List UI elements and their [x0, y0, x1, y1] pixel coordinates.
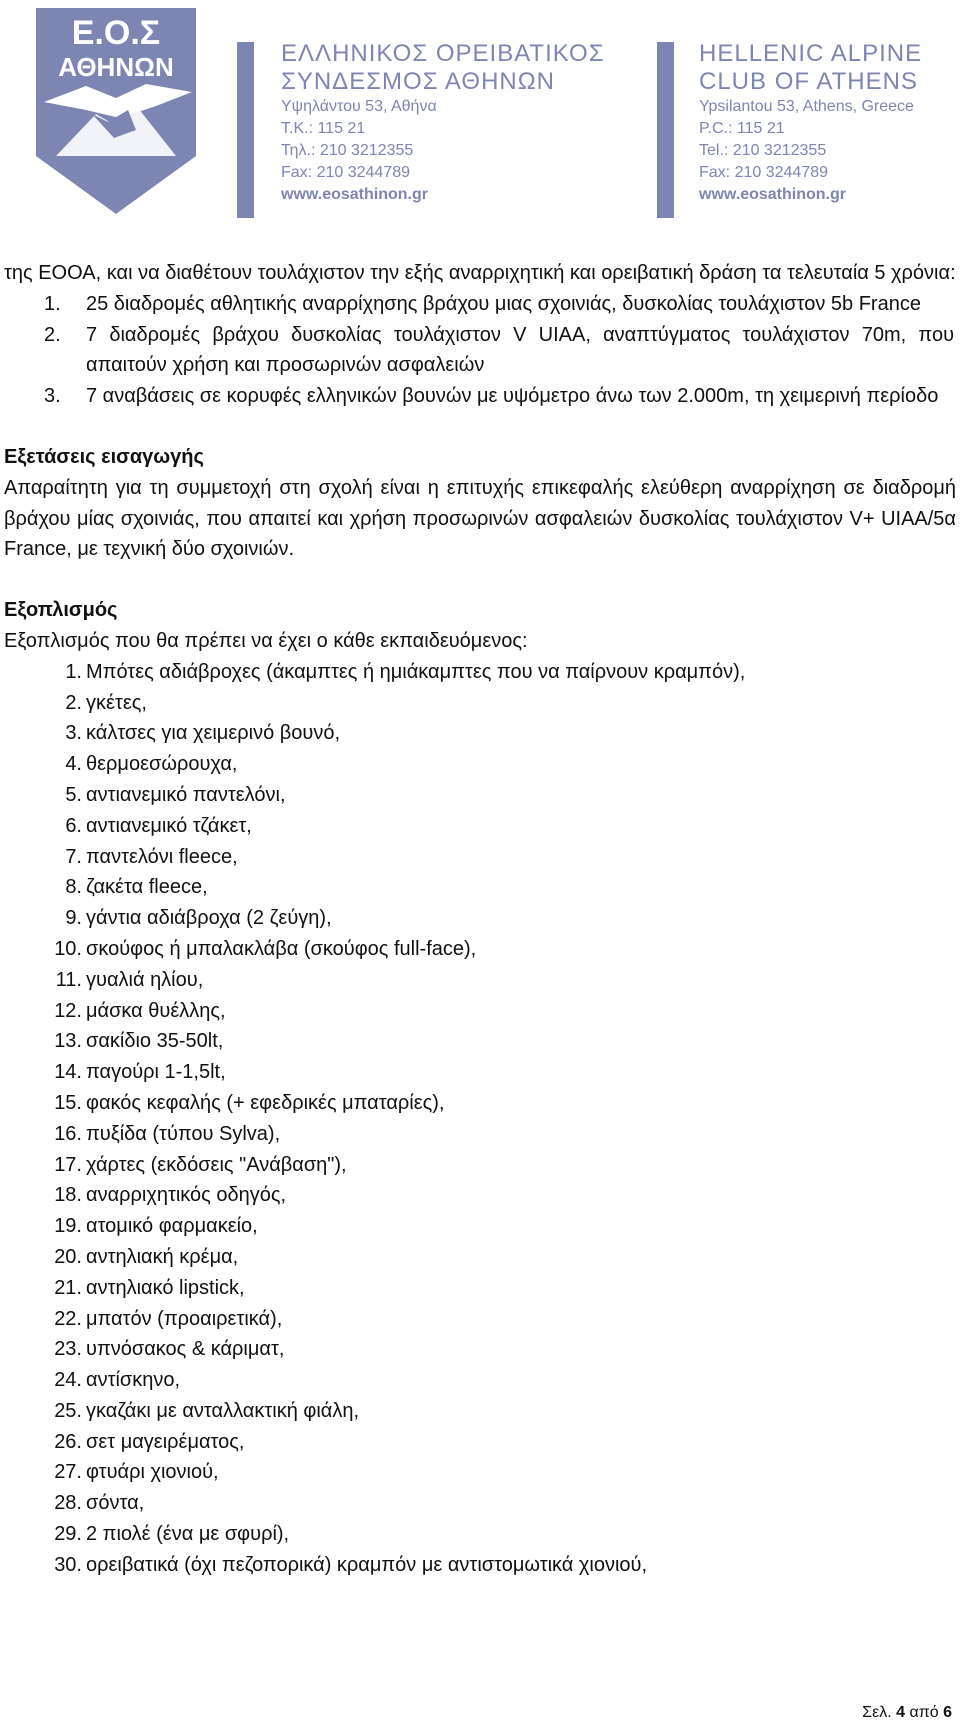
intro-paragraph: της ΕΟΟΑ, και να διαθέτουν τουλάχιστον την εξής αναρριχητική και ορειβατική δράση τα τελευταία 5 χρόνια:: [4, 262, 956, 284]
list-item-number: 5.: [65, 783, 82, 806]
letterhead-divider: [657, 42, 674, 218]
equipment-item: [4, 872, 956, 903]
website-english: www.eosathinon.gr: [699, 186, 846, 203]
list-item-number: 3.: [44, 385, 61, 408]
logo-text-top: Ε.Ο.Σ: [71, 14, 161, 52]
list-item-text: μάσκα θυέλλης,: [86, 999, 226, 1022]
equipment-item: [4, 1519, 956, 1550]
equipment-item: [4, 811, 956, 842]
list-item-text: γκέτες,: [86, 691, 147, 714]
phone-greek: Τηλ.: 210 3212355: [281, 142, 414, 159]
letterhead-greek: [281, 40, 605, 206]
list-item-number: 9.: [65, 907, 82, 930]
list-item-number: 14.: [54, 1061, 82, 1084]
list-item-text: σετ μαγειρέματος,: [86, 1430, 245, 1453]
list-item-text: θερμοεσώρουχα,: [86, 753, 238, 776]
list-item-number: 7.: [65, 845, 82, 868]
list-item-text: Μπότες αδιάβροχες (άκαμπτες ή ημιάκαμπτες που να παίρνουν κραμπόν),: [86, 660, 746, 683]
list-item-text: αντηλιακή κρέμα,: [86, 1245, 239, 1268]
list-item-text: 25 διαδρομές αθλητικής αναρρίχησης βράχου μιας σχοινιάς, δυσκολίας τουλάχιστον 5b France: [86, 292, 921, 315]
list-item-number: 12.: [54, 999, 82, 1022]
equipment-item: [4, 965, 956, 996]
list-item-number: 30.: [54, 1553, 82, 1576]
list-item-number: 16.: [54, 1122, 82, 1145]
list-item-number: 10.: [54, 937, 82, 960]
website-greek: www.eosathinon.gr: [281, 186, 428, 203]
list-item-text: σακίδιο 35-50lt,: [86, 1030, 224, 1053]
equipment-item: [4, 1457, 956, 1488]
equipment-item: [4, 1180, 956, 1211]
equipment-item: [4, 1057, 956, 1088]
list-item-text: γκαζάκι με ανταλλακτική φιάλη,: [86, 1399, 360, 1422]
equipment-item: [4, 1365, 956, 1396]
requirements-list: [4, 289, 956, 412]
list-item-text: χάρτες (εκδόσεις "Ανάβαση"),: [86, 1153, 347, 1176]
list-item-number: 23.: [54, 1338, 82, 1361]
list-item-text: φακός κεφαλής (+ εφεδρικές μπαταρίες),: [86, 1091, 445, 1114]
requirement-item: [4, 320, 956, 382]
logo-text-bottom: ΑΘΗΝΩΝ: [58, 52, 174, 82]
requirement-item: [4, 289, 956, 320]
address-greek: Υψηλάντου 53, Αθήνα: [281, 98, 437, 115]
club-logo: [16, 6, 216, 216]
list-item-number: 19.: [54, 1215, 82, 1238]
list-item-text: υπνόσακος & κάριματ,: [86, 1338, 285, 1361]
list-item-text: παγούρι 1-1,5lt,: [86, 1061, 226, 1084]
equipment-item: [4, 718, 956, 749]
equipment-item: [4, 1211, 956, 1242]
list-item-number: 22.: [54, 1307, 82, 1330]
list-item-number: 17.: [54, 1153, 82, 1176]
list-item-text: γυαλιά ηλίου,: [86, 968, 204, 991]
list-item-number: 2.: [65, 691, 82, 714]
equipment-item: [4, 996, 956, 1027]
equipment-list: [4, 657, 956, 1581]
list-item-number: 25.: [54, 1399, 82, 1422]
list-item-number: 27.: [54, 1461, 82, 1484]
list-item-text: φτυάρι χιονιού,: [86, 1461, 219, 1484]
phone-english: Tel.: 210 3212355: [699, 142, 827, 159]
list-item-text: ατομικό φαρμακείο,: [86, 1215, 258, 1238]
list-item-text: αντίσκηνο,: [86, 1369, 181, 1392]
list-item-text: σόντα,: [86, 1492, 145, 1515]
list-item-number: 1.: [65, 660, 82, 683]
page-number: Σελ. 4 από 6: [862, 1704, 952, 1721]
list-item-number: 15.: [54, 1091, 82, 1114]
equipment-item: [4, 1427, 956, 1458]
list-item-number: 8.: [65, 876, 82, 899]
list-item-text: αναρριχητικός οδηγός,: [86, 1184, 287, 1207]
equipment-item: [4, 688, 956, 719]
equipment-item: [4, 657, 956, 688]
list-item-text: αντηλιακό lipstick,: [86, 1276, 245, 1299]
equipment-item: [4, 903, 956, 934]
list-item-text: κάλτσες για χειμερινό βουνό,: [86, 722, 340, 745]
list-item-number: 2.: [44, 323, 61, 346]
list-item-number: 21.: [54, 1276, 82, 1299]
list-item-text: 2 πιολέ (ένα με σφυρί),: [86, 1523, 290, 1546]
fax-english: Fax: 210 3244789: [699, 164, 828, 181]
list-item-number: 26.: [54, 1430, 82, 1453]
equipment-item: [4, 1396, 956, 1427]
list-item-text: ζακέτα fleece,: [86, 876, 208, 899]
equipment-item: [4, 749, 956, 780]
postal-code-english: P.C.: 115 21: [699, 120, 785, 137]
list-item-text: πυξίδα (τύπου Sylva),: [86, 1122, 281, 1145]
equipment-item: [4, 1488, 956, 1519]
list-item-text: αντιανεμικό τζάκετ,: [86, 814, 252, 837]
equipment-item: [4, 1088, 956, 1119]
document-body: [4, 258, 956, 1581]
list-item-text: γάντια αδιάβροχα (2 ζεύγη),: [86, 907, 332, 930]
club-name-english: HELLENIC ALPINE CLUB OF ATHENS: [699, 40, 923, 95]
equipment-heading: Εξοπλισμός: [4, 599, 118, 622]
equipment-item: [4, 1119, 956, 1150]
list-item-text: παντελόνι fleece,: [86, 845, 238, 868]
equipment-item: [4, 1242, 956, 1273]
equipment-item: [4, 1273, 956, 1304]
exams-heading: Εξετάσεις εισαγωγής: [4, 445, 204, 468]
address-english: Ypsilantou 53, Athens, Greece: [699, 98, 914, 115]
equipment-item: [4, 1334, 956, 1365]
letterhead-english: [699, 40, 922, 206]
list-item-text: 7 αναβάσεις σε κορυφές ελληνικών βουνών με υψόμετρο άνω των 2.000m, τη χειμερινή περίοδο: [86, 385, 939, 408]
list-item-number: 24.: [54, 1369, 82, 1392]
postal-code-greek: Τ.Κ.: 115 21: [281, 120, 366, 137]
list-item-number: 20.: [54, 1245, 82, 1268]
list-item-number: 13.: [54, 1030, 82, 1053]
list-item-number: 3.: [65, 722, 82, 745]
equipment-item: [4, 780, 956, 811]
list-item-number: 18.: [54, 1184, 82, 1207]
club-name-greek: ΕΛΛΗΝΙΚΟΣ ΟΡΕΙΒΑΤΙΚΟΣ ΣΥΝΔΕΣΜΟΣ ΑΘΗΝΩΝ: [281, 40, 605, 95]
requirement-item: [4, 381, 956, 412]
list-item-text: μπατόν (προαιρετικά),: [86, 1307, 283, 1330]
equipment-intro: Εξοπλισμός που θα πρέπει να έχει ο κάθε εκπαιδευόμενος:: [4, 629, 528, 652]
equipment-item: [4, 1150, 956, 1181]
exams-paragraph: Απαραίτητη για τη συμμετοχή στη σχολή είναι η επιτυχής επικεφαλής ελεύθερη αναρρίχηση σε διαδρομή βράχου μίας σχοινιάς, που απαιτεί και χρήση προσωρινών ασφαλειών δυσκολίας τουλάχιστον V+ UIAA/5α France, με τεχνική δύο σχοινιών.: [4, 476, 956, 561]
list-item-number: 28.: [54, 1492, 82, 1515]
equipment-item: [4, 1304, 956, 1335]
list-item-text: 7 διαδρομές βράχου δυσκολίας τουλάχιστον V UIAA, αναπτύγματος τουλάχιστον 70m, που απαιτούν χρήση και προσωρινών ασφαλειών: [86, 323, 954, 377]
list-item-number: 11.: [55, 968, 82, 991]
list-item-number: 6.: [65, 814, 82, 837]
list-item-number: 29.: [54, 1523, 82, 1546]
equipment-item: [4, 842, 956, 873]
list-item-text: αντιανεμικό παντελόνι,: [86, 783, 286, 806]
letterhead-divider: [237, 42, 254, 218]
fax-greek: Fax: 210 3244789: [281, 164, 410, 181]
equipment-item: [4, 1550, 956, 1581]
list-item-text: ορειβατικά (όχι πεζοπορικά) κραμπόν με αντιστομωτικά χιονιού,: [86, 1553, 648, 1576]
list-item-number: 4.: [65, 753, 82, 776]
equipment-item: [4, 1026, 956, 1057]
equipment-item: [4, 934, 956, 965]
list-item-text: σκούφος ή μπαλακλάβα (σκούφος full-face),: [86, 937, 477, 960]
list-item-number: 1.: [44, 292, 61, 315]
